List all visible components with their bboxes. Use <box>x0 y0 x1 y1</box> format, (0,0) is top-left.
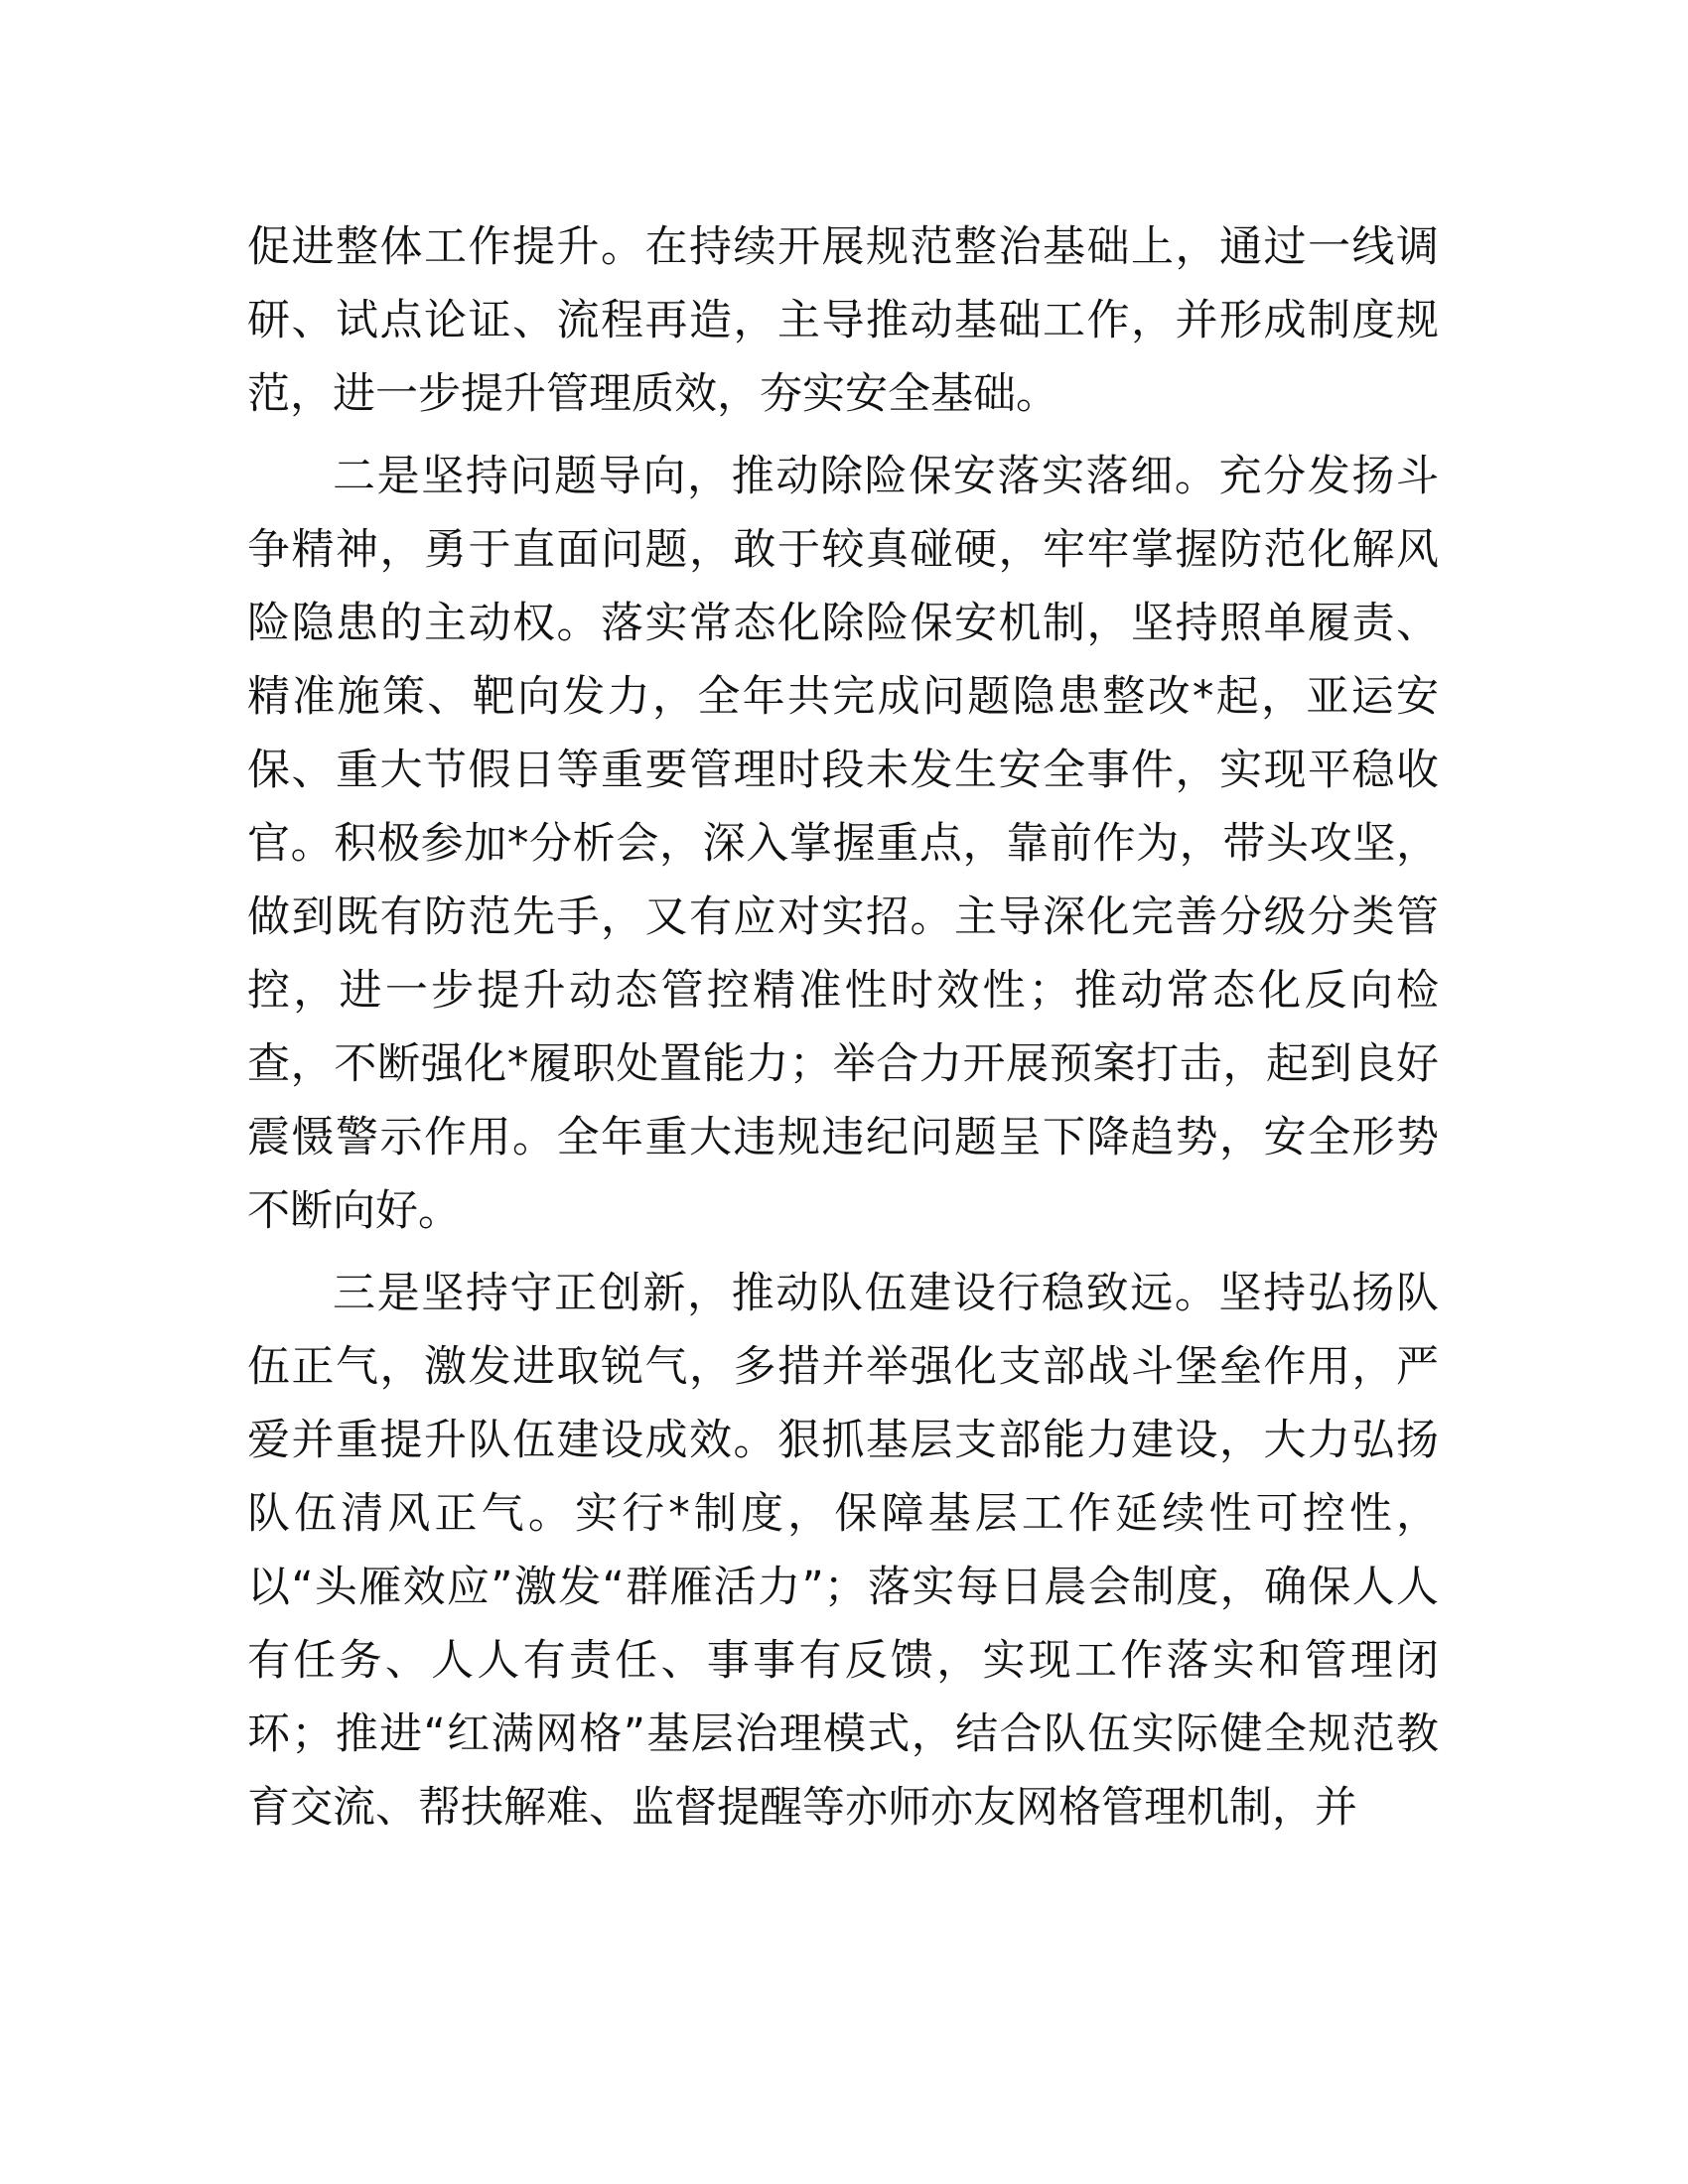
document-body <box>247 210 1439 1844</box>
paragraph-continuation: 促进整体工作提升。在持续开展规范整治基础上，通过一线调研、试点论证、流程再造，主导推动基础工作，并形成制度规范，进一步提升管理质效，夯实安全基础。 <box>247 222 1439 419</box>
paragraph-risk-control: 二是坚持问题导向，推动除险保安落实落细。充分发扬斗争精神，勇于直面问题，敢于较真碰硬，牢牢掌握防范化解风险隐患的主动权。落实常态化除险保安机制，坚持照单履责、精准施策、靶向发力，全年共完成问题隐患整改*起，亚运安保、重大节假日等重要管理时段未发生安全事件，实现平稳收官。积极参加*分析会，深入掌握重点，靠前作为，带头攻坚，做到既有防范先手，又有应对实招。主导深化完善分级分类管控，进一步提升动态管控精准性时效性；推动常态化反向检查，不断强化*履职处置能力；举合力开展预案打击，起到良好震慑警示作用。全年重大违规违纪问题呈下降趋势，安全形势不断向好。 <box>247 452 1439 1236</box>
paragraph-team-building: 三是坚持守正创新，推动队伍建设行稳致远。坚持弘扬队伍正气，激发进取锐气，多措并举强化支部战斗堡垒作用，严爱并重提升队伍建设成效。狠抓基层支部能力建设，大力弘扬队伍清风正气。实行*制度，保障基层工作延续性可控性，以“头雁效应”激发“群雁活力”；落实每日晨会制度，确保人人有任务、人人有责任、事事有反馈，实现工作落实和管理闭环；推进“红满网格”基层治理模式，结合队伍实际健全规范教育交流、帮扶解难、监督提醒等亦师亦友网格管理机制，并 <box>247 1269 1439 1833</box>
